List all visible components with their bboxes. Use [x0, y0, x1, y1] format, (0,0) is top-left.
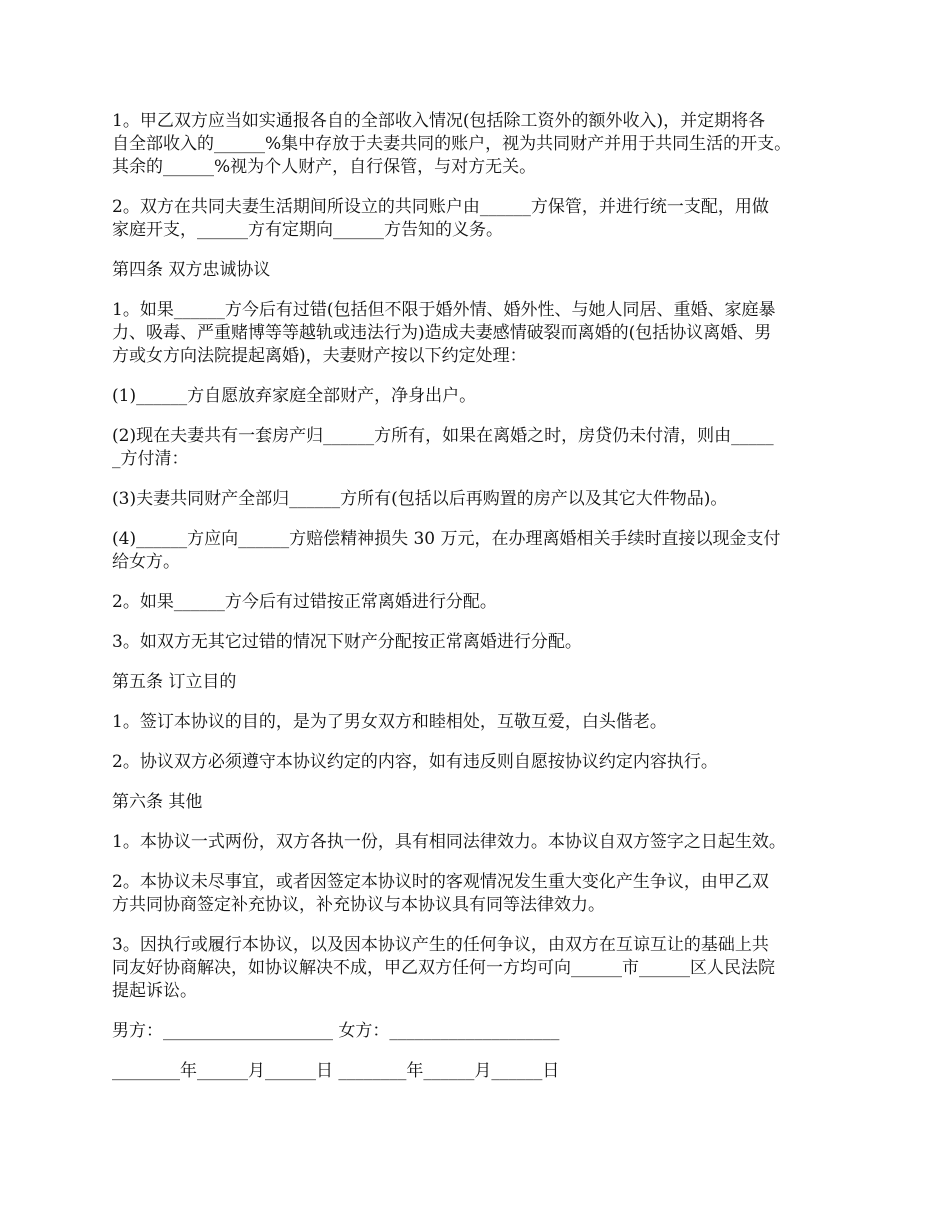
text-line: 第六条 其他 — [112, 792, 203, 812]
text-line: 2。本协议未尽事宜，或者因签定本协议时的客观情况发生重大变化产生争议，由甲乙双 — [112, 872, 769, 892]
date-line — [112, 1060, 852, 1083]
clause-4-sub-2 — [112, 425, 852, 471]
text-line: (4)______方应向______方赔偿精神损失 30 万元，在办理离婚相关手续时直接以现金支付 — [112, 529, 781, 549]
clause-6-item-2 — [112, 871, 852, 917]
text-line: 1。如果______方今后有过错(包括但不限于婚外情、婚外性、与她人同居、重婚、家庭暴 — [112, 300, 776, 320]
text-line: 第五条 订立目的 — [112, 672, 237, 692]
text-line: ________年______月______日 ________年______月______日 — [112, 1061, 560, 1081]
clause-4-item-1 — [112, 299, 852, 368]
clause-6-item-1 — [112, 831, 852, 854]
text-line: 1。签订本协议的目的，是为了男女双方和睦相处，互敬互爱，白头偕老。 — [112, 712, 667, 732]
clause-3-item-1 — [112, 110, 852, 179]
text-line: 方或女方向法院提起离婚)，夫妻财产按以下约定处理： — [112, 346, 527, 366]
text-line: 第四条 双方忠诚协议 — [112, 260, 271, 280]
text-line: _方付清： — [112, 449, 189, 469]
text-line: 力、吸毒、严重赌博等等越轨或违法行为)造成夫妻感情破裂而离婚的(包括协议离婚、男 — [112, 323, 772, 343]
text-line: (2)现在夫妻共有一套房产归______方所有，如果在离婚之时，房贷仍未付清，则由_____ — [112, 426, 774, 446]
clause-4-sub-3 — [112, 488, 852, 511]
clause-4-item-3 — [112, 631, 852, 654]
clause-6-item-3 — [112, 934, 852, 1003]
text-line: 3。如双方无其它过错的情况下财产分配按正常离婚进行分配。 — [112, 632, 582, 652]
text-line: 方共同协商签定补充协议，补充协议与本协议具有同等法律效力。 — [112, 895, 605, 915]
text-line: 其余的______%视为个人财产，自行保管，与对方无关。 — [112, 157, 537, 177]
text-line: 2。协议双方必须遵守本协议约定的内容，如有违反则自愿按协议约定内容执行。 — [112, 752, 718, 772]
text-line: 1。本协议一式两份，双方各执一份，具有相同法律效力。本协议自双方签字之日起生效。 — [112, 832, 786, 852]
text-line: 2。双方在共同夫妻生活期间所设立的共同账户由______方保管，并进行统一支配，用做 — [112, 197, 769, 217]
clause-3-item-2 — [112, 196, 852, 242]
text-line: 自全部收入的______%集中存放于夫妻共同的账户，视为共同财产并用于共同生活的开支。 — [112, 134, 792, 154]
article-5-heading — [112, 671, 852, 694]
clause-4-sub-1 — [112, 385, 852, 408]
text-line: 给女方。 — [112, 552, 180, 572]
clause-5-item-1 — [112, 711, 852, 734]
text-line: 3。因执行或履行本协议，以及因本协议产生的任何争议，由双方在互谅互让的基础上共 — [112, 935, 769, 955]
clause-4-item-2 — [112, 591, 852, 614]
text-line: 1。甲乙双方应当如实通报各自的全部收入情况(包括除工资外的额外收入)，并定期将各 — [112, 111, 766, 131]
text-line: 2。如果______方今后有过错按正常离婚进行分配。 — [112, 592, 497, 612]
signature-line — [112, 1020, 852, 1043]
text-line: (1)______方自愿放弃家庭全部财产，净身出户。 — [112, 386, 477, 406]
document-page — [112, 110, 852, 1100]
clause-4-sub-4 — [112, 528, 852, 574]
article-6-heading — [112, 791, 852, 814]
text-line: 男方：____________________ 女方：____________________ — [112, 1021, 560, 1041]
text-line: 同友好协商解决，如协议解决不成，甲乙双方任何一方均可向______市______区人民法院 — [112, 958, 775, 978]
article-4-heading — [112, 259, 852, 282]
text-line: 提起诉讼。 — [112, 981, 197, 1001]
text-line: (3)夫妻共同财产全部归______方所有(包括以后再购置的房产以及其它大件物品)。 — [112, 489, 728, 509]
clause-5-item-2 — [112, 751, 852, 774]
text-line: 家庭开支，______方有定期向______方告知的义务。 — [112, 220, 503, 240]
